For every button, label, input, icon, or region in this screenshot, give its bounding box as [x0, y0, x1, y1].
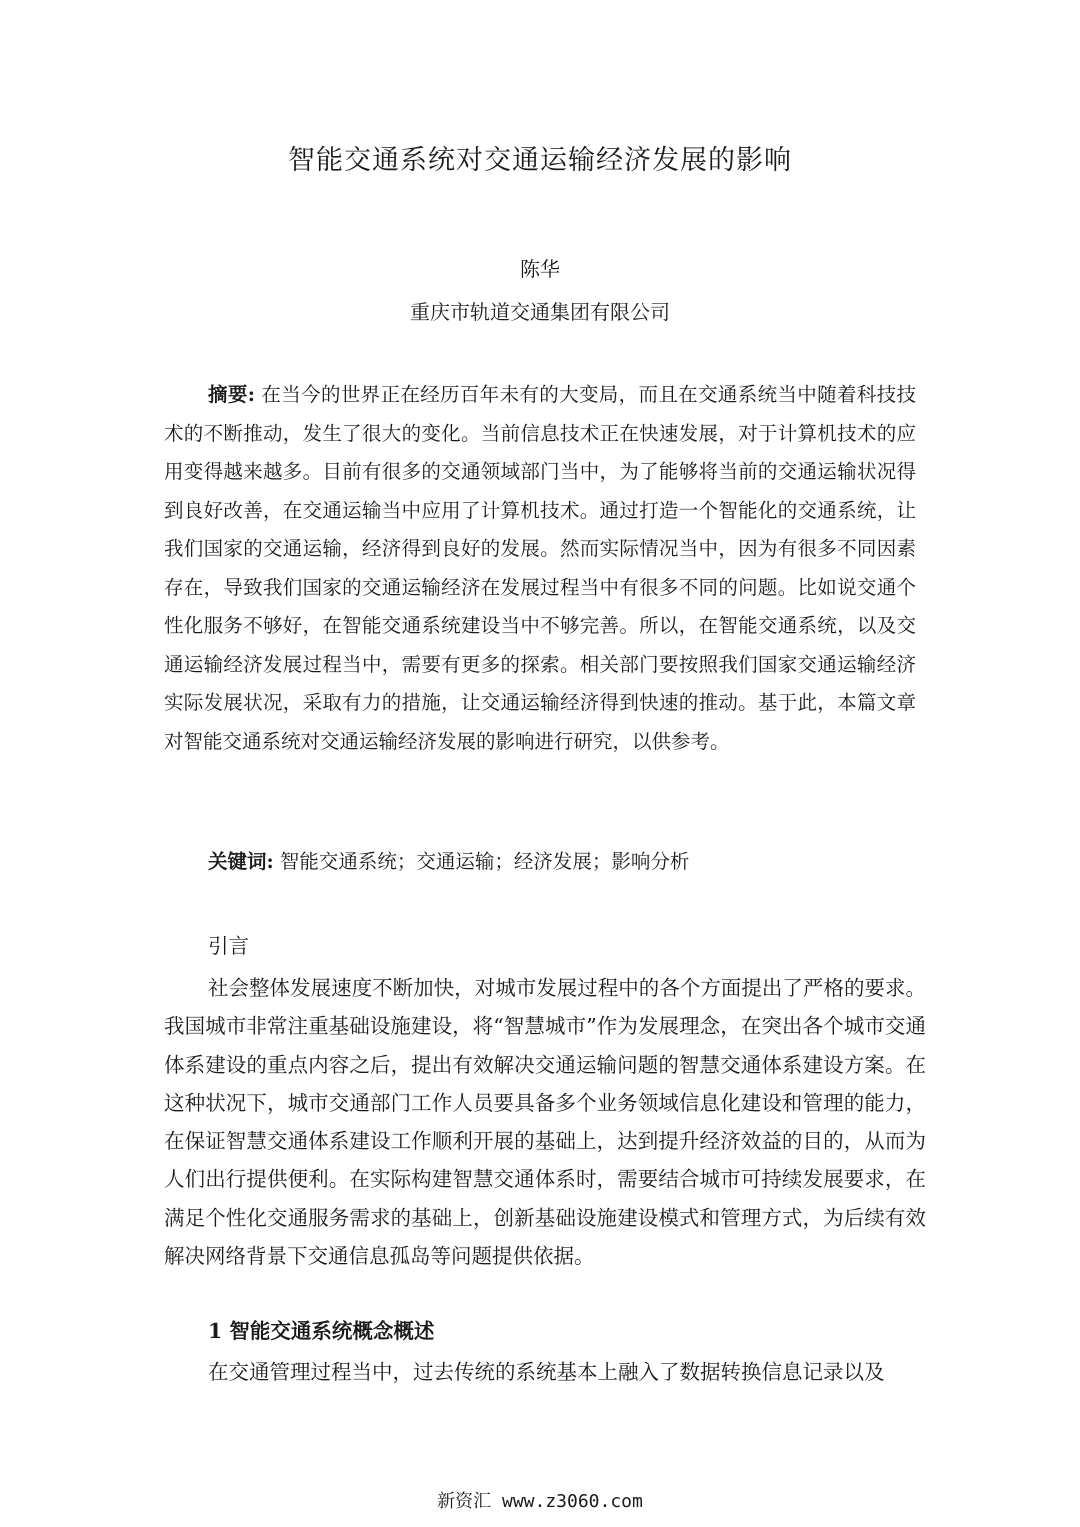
abstract-text: 在当今的世界正在经历百年未有的大变局，而且在交通系统当中随着科技技术的不断推动，发生了很大的变化。当前信息技术正在快速发展，对于计算机技术的应用变得越来越多。目前有很多的交通领域部门当中，为了能够将当前的交通运输状况得到良好改善，在交通运输当中应用了计算机技术。通过打造一个智能化的交通系统，让我们国家的交通运输，经济得到良好的发展。然而实际情况当中，因为有很多不同因素存在，导致我们国家的交通运输经济在发展过程当中有很多不同的问题。比如说交通个性化服务不够好，在智能交通系统建设当中不够完善。所以，在智能交通系统，以及交通运输经济发展过程当中，需要有更多的探索。相关部门要按照我们国家交通运输经济实际发展状况，采取有力的措施，让交通运输经济得到快速的推动。基于此，本篇文章对智能交通系统对交通运输经济发展的影响进行研究，以供参考。 — [164, 383, 916, 753]
author-name: 陈华 — [520, 257, 560, 281]
introduction-heading: 引言 — [208, 934, 249, 958]
keywords-label: 关键词: — [208, 850, 274, 873]
abstract — [164, 376, 916, 761]
footer-watermark: 新资汇 www.z3060.com — [437, 1491, 643, 1512]
keywords — [208, 843, 689, 881]
section-1-heading: 1 智能交通系统概念概述 — [208, 1319, 435, 1343]
section-1-paragraph: 在交通管理过程当中，过去传统的系统基本上融入了数据转换信息记录以及 — [208, 1360, 885, 1384]
author-affiliation: 重庆市轨道交通集团有限公司 — [410, 300, 670, 324]
paper-title: 智能交通系统对交通运输经济发展的影响 — [288, 145, 792, 176]
keywords-text: 智能交通系统；交通运输；经济发展；影响分析 — [273, 850, 690, 873]
introduction-paragraph: 社会整体发展速度不断加快，对城市发展过程中的各个方面提出了严格的要求。我国城市非常注重基础设施建设，将“智慧城市”作为发展理念，在突出各个城市交通体系建设的重点内容之后，提出有效解决交通运输问题的智慧交通体系建设方案。在这种状况下，城市交通部门工作人员要具备多个业务领域信息化建设和管理的能力，在保证智慧交通体系建设工作顺利开展的基础上，达到提升经济效益的目的，从而为人们出行提供便利。在实际构建智慧交通体系时，需要结合城市可持续发展要求，在满足个性化交通服务需求的基础上，创新基础设施建设模式和管理方式，为后续有效解决网络背景下交通信息孤岛等问题提供依据。 — [164, 976, 926, 1269]
abstract-label: 摘要: — [208, 383, 255, 406]
